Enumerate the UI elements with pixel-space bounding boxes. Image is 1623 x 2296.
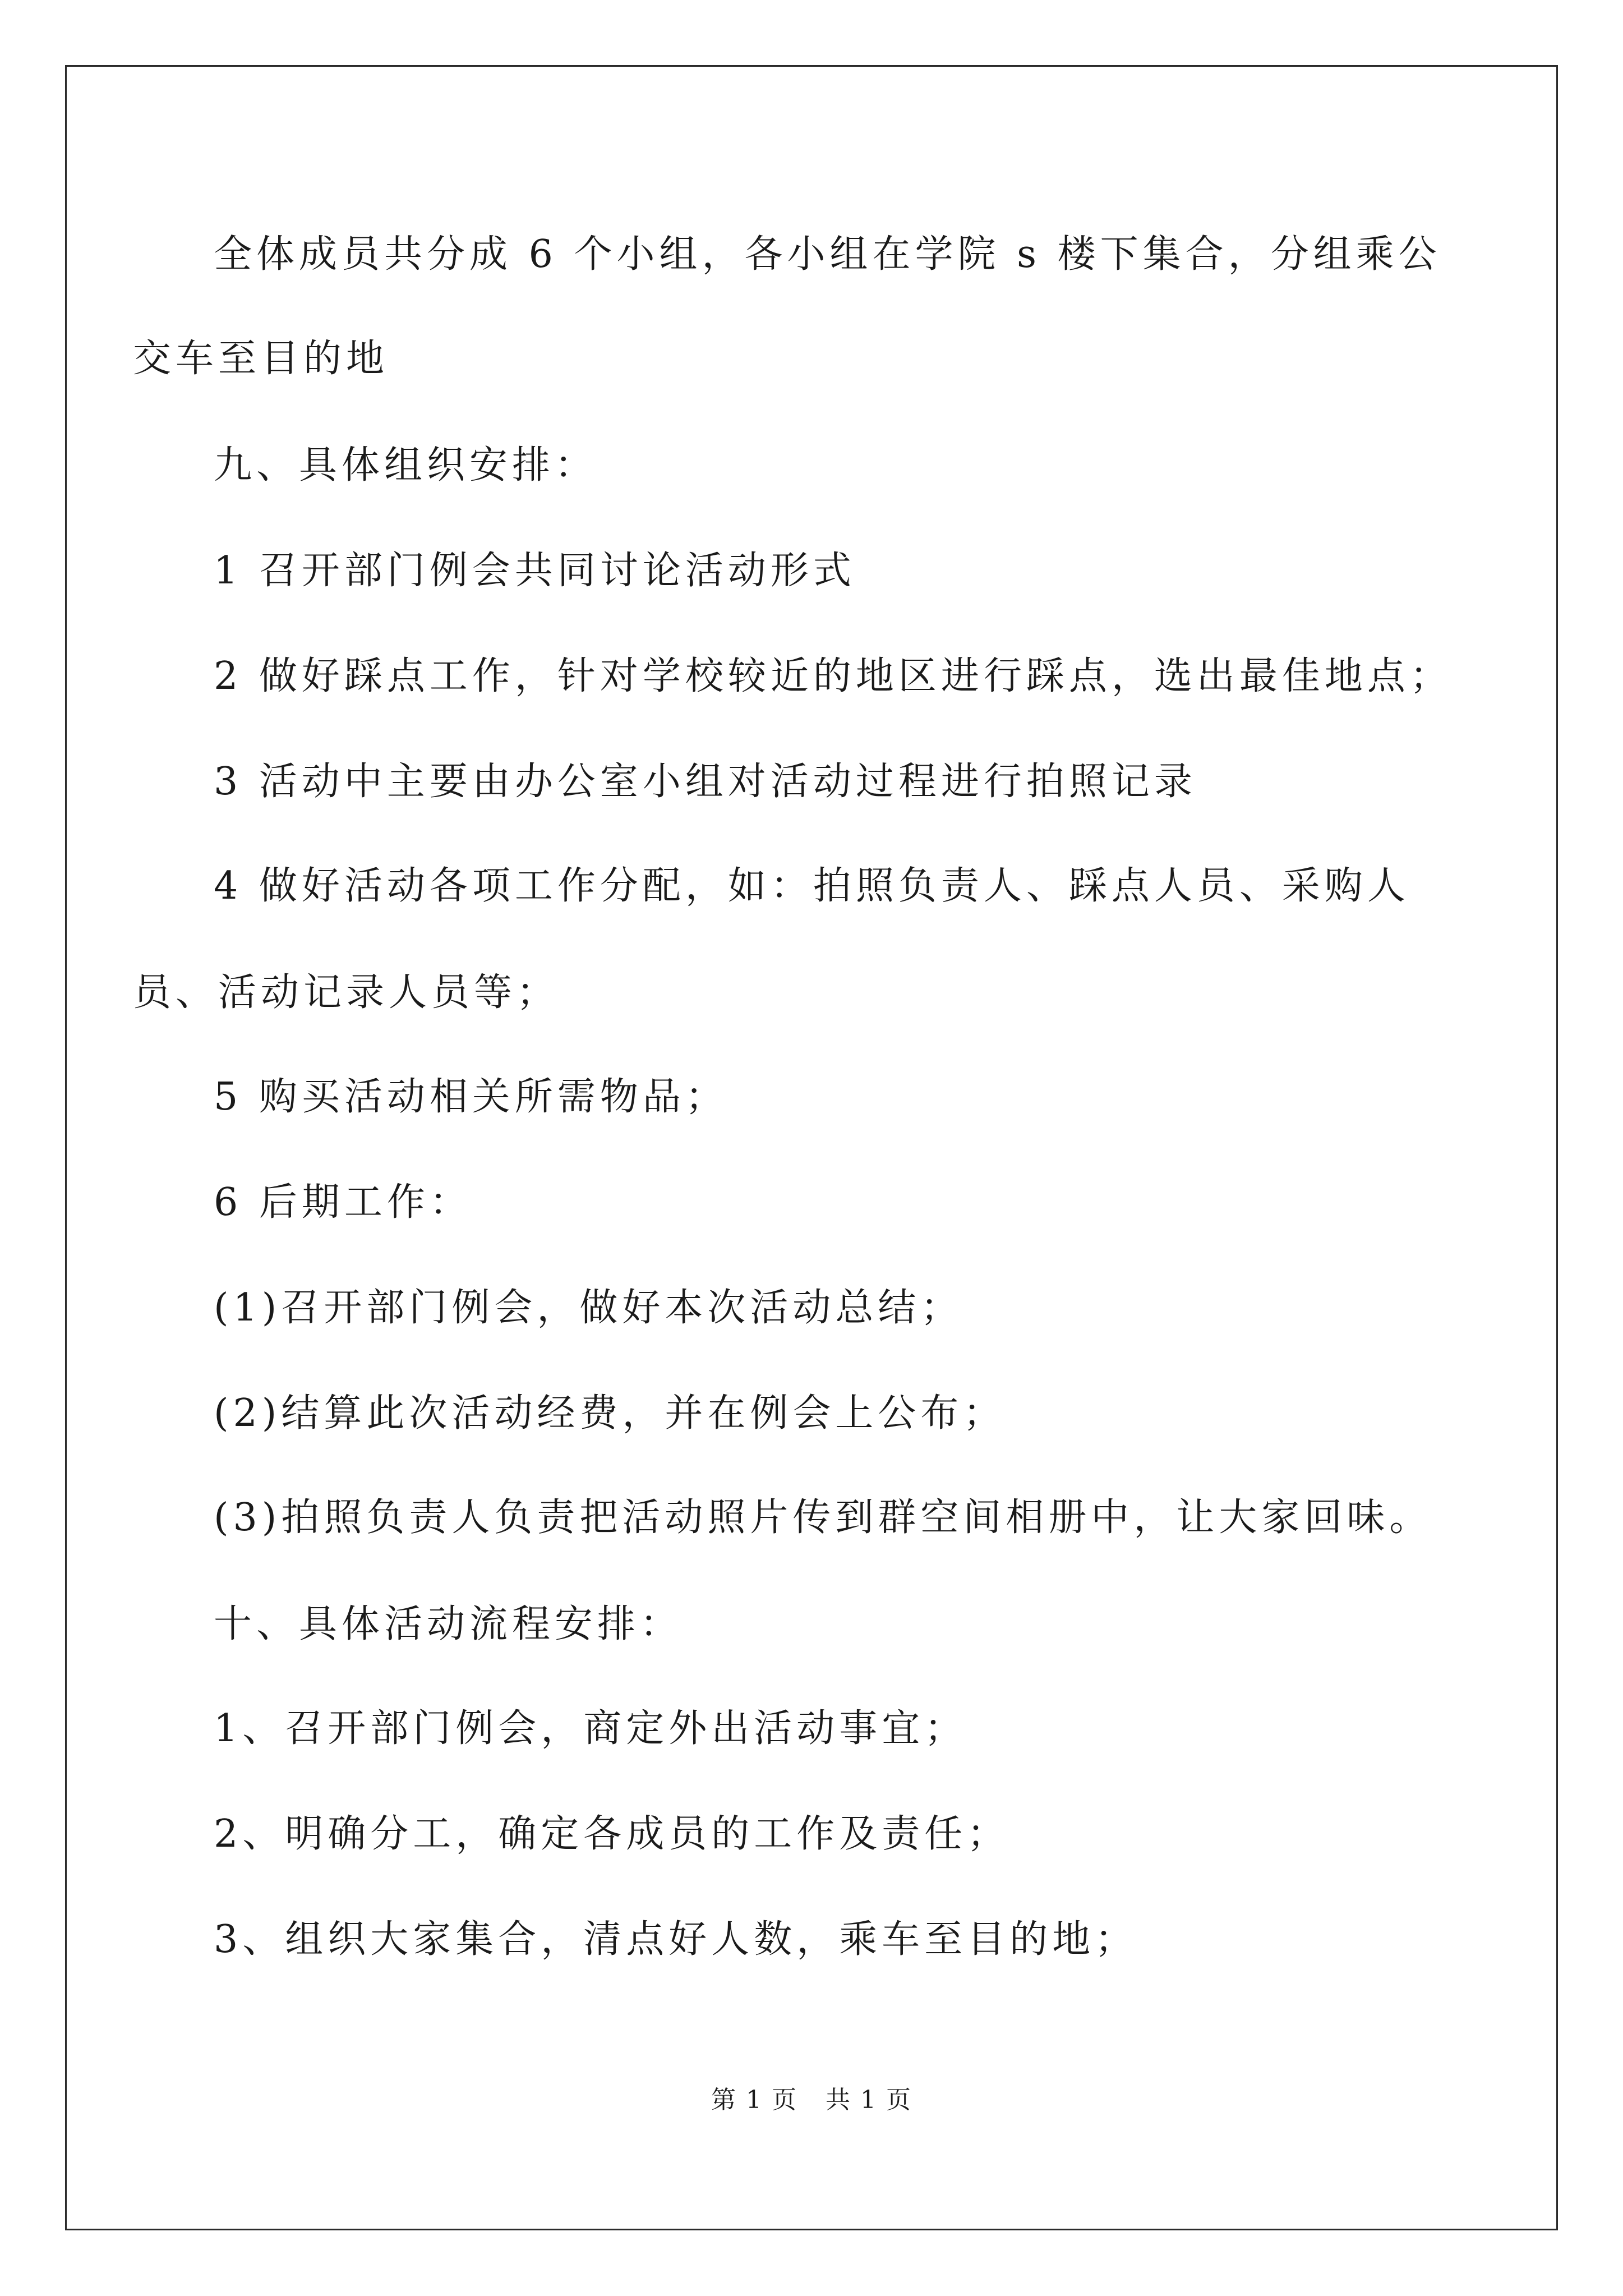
sub-list-item: (1)召开部门例会，做好本次活动总结； [214,1286,963,1330]
list-item-continuation: 员、活动记录人员等； [133,970,560,1015]
sub-list-item: (2)结算此次活动经费，并在例会上公布； [214,1391,1006,1435]
paragraph-line: 交车至目的地 [133,337,389,381]
page-number: 第 1 页 [711,2086,797,2114]
list-item: 3、组织大家集合，清点好人数，乘车至目的地； [214,1917,1138,1962]
section-heading: 十、具体活动流程安排： [214,1602,683,1646]
paragraph-line: 全体成员共分成 6 个小组，各小组在学院 s 楼下集合，分组乘公 [214,232,1441,277]
page-count: 共 1 页 [826,2086,912,2114]
list-item: 4 做好活动各项工作分配，如：拍照负责人、踩点人员、采购人 [214,864,1410,908]
list-item: 2、明确分工，确定各成员的工作及责任； [214,1812,1010,1856]
sub-list-item: (3)拍照负责人负责把活动照片传到群空间相册中，让大家回味。 [214,1496,1432,1540]
section-heading: 九、具体组织安排： [214,443,598,487]
list-item: 2 做好踩点工作，针对学校较近的地区进行踩点，选出最佳地点； [214,654,1453,698]
page-footer [0,2085,1623,2116]
list-item: 3 活动中主要由办公室小组对活动过程进行拍照记录 [214,760,1197,804]
list-item: 1 召开部门例会共同讨论活动形式 [214,549,856,593]
list-item: 6 后期工作： [214,1180,472,1225]
list-item: 1、召开部门例会，商定外出活动事宜； [214,1706,967,1751]
list-item: 5 购买活动相关所需物品； [214,1075,728,1119]
